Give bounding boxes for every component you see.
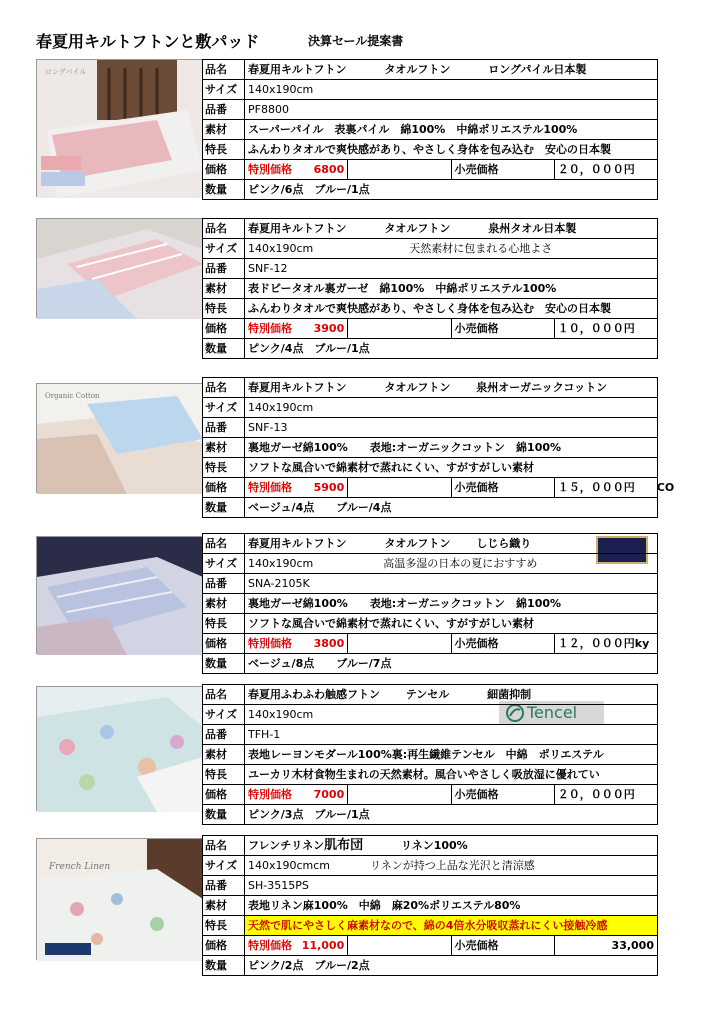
product-qty: ピンク/6点 ブルー/1点: [245, 180, 658, 200]
special-price: 3900: [313, 322, 345, 335]
label-material: 素材: [203, 279, 245, 299]
special-price: 7000: [313, 788, 345, 801]
label-qty: 数量: [203, 339, 245, 359]
special-price: 6800: [313, 163, 345, 176]
quilt-photo-3: [37, 384, 203, 494]
label-name: 品名: [203, 219, 245, 239]
retail-label: 小売価格: [451, 936, 554, 956]
row-name: [203, 60, 658, 80]
product-size: 140x190cm: [248, 242, 314, 255]
special-label: 特別価格: [248, 939, 292, 952]
photo-caption: French Linen: [49, 862, 111, 872]
label-qty: 数量: [203, 180, 245, 200]
product-code: SNF-12: [245, 259, 658, 279]
row-qty: [203, 180, 658, 200]
product-block: [36, 684, 658, 829]
product-feature: ソフトな風合いで綿素材で蒸れにくい、すがすがしい素材: [245, 614, 658, 634]
product-name: 春夏用ふわふわ触感フトン: [248, 688, 380, 701]
product-photo: [36, 59, 202, 197]
quilt-photo-2: [37, 219, 203, 319]
retail-price: １２，０００円ky: [554, 634, 657, 654]
label-material: 素材: [203, 745, 245, 765]
product-feature: 天然で肌にやさしく麻素材なので、綿の4倍水分吸収蒸れにくい接触冷感: [245, 916, 658, 936]
quilt-photo-5: [37, 687, 203, 812]
product-type: テンセル: [405, 688, 450, 701]
tencel-logo-text: Tencel: [527, 703, 578, 722]
product-name: 春夏用キルトフトン: [248, 537, 347, 550]
label-price: 価格: [203, 319, 245, 339]
retail-label: 小売価格: [451, 478, 554, 498]
product-qty: ベージュ/8点 ブルー/7点: [245, 654, 658, 674]
spec-table: [202, 377, 675, 518]
product-code: PF8800: [245, 100, 658, 120]
label-price: 価格: [203, 634, 245, 654]
spec-table: [202, 684, 658, 825]
size-note: 高温多湿の日本の夏におすすめ: [383, 557, 538, 570]
product-material: 裏地ガーゼ綿100% 表地:オーガニックコットン 綿100%: [245, 438, 658, 458]
label-qty: 数量: [203, 654, 245, 674]
photo-caption: Organic Cotton: [45, 392, 100, 400]
product-note: 泉州タオル日本製: [488, 222, 577, 235]
label-qty: 数量: [203, 805, 245, 825]
spec-table: [202, 835, 658, 976]
label-feature: 特長: [203, 614, 245, 634]
product-qty: ベージュ/4点 ブルー/4点: [245, 498, 658, 518]
label-price: 価格: [203, 936, 245, 956]
label-code: 品番: [203, 574, 245, 594]
label-size: サイズ: [203, 705, 245, 725]
special-label: 特別価格: [248, 163, 292, 176]
label-name: 品名: [203, 685, 245, 705]
label-code: 品番: [203, 725, 245, 745]
photo-caption: ロングパイル: [45, 68, 87, 76]
product-size: 140x190cm: [245, 398, 658, 418]
special-label: 特別価格: [248, 322, 292, 335]
product-code: SNA-2105K: [245, 574, 658, 594]
product-code: TFH-1: [245, 725, 658, 745]
product-size: 140x190cmcm: [248, 859, 331, 872]
product-block: [36, 218, 658, 363]
product-note: 泉州オーガニックコットン: [476, 381, 608, 394]
retail-label: 小売価格: [451, 160, 554, 180]
retail-label: 小売価格: [451, 634, 554, 654]
product-material: 表ドビータオル裏ガーゼ 綿100% 中綿ポリエステル100%: [245, 279, 658, 299]
label-name: 品名: [203, 60, 245, 80]
label-name: 品名: [203, 378, 245, 398]
product-size: 140x190cm: [248, 557, 314, 570]
label-feature: 特長: [203, 765, 245, 785]
special-price: 5900: [313, 481, 345, 494]
label-price: 価格: [203, 785, 245, 805]
row-feature: [203, 140, 658, 160]
product-type: タオルフトン: [384, 63, 451, 76]
size-note: 天然素材に包まれる心地よさ: [409, 242, 553, 255]
product-code: SH-3515PS: [245, 876, 658, 896]
retail-price: ２０，０００円: [554, 160, 657, 180]
product-name-suffix: 肌布団: [324, 838, 364, 853]
label-material: 素材: [203, 896, 245, 916]
label-price: 価格: [203, 160, 245, 180]
special-price: 11,000: [301, 939, 345, 952]
page-subtitle: 決算セール提案書: [308, 34, 404, 48]
product-block: [36, 533, 658, 678]
spec-table: [202, 218, 658, 359]
product-type: タオルフトン: [384, 381, 451, 394]
product-qty: ピンク/3点 ブルー/1点: [245, 805, 658, 825]
product-size: 140x190cm: [245, 705, 658, 725]
label-material: 素材: [203, 594, 245, 614]
label-code: 品番: [203, 259, 245, 279]
label-size: サイズ: [203, 398, 245, 418]
label-price: 価格: [203, 478, 245, 498]
product-block: [36, 835, 658, 980]
product-photo: [36, 536, 202, 654]
product-qty: ピンク/4点 ブルー/1点: [245, 339, 658, 359]
row-size: [203, 80, 658, 100]
product-note: 細菌抑制: [487, 688, 532, 701]
product-name: 春夏用キルトフトン: [248, 222, 347, 235]
product-material: 表地レーヨンモダール100%裏:再生繊維テンセル 中綿 ポリエステル: [245, 745, 658, 765]
label-feature: 特長: [203, 140, 245, 160]
product-size: 140x190cm: [245, 80, 658, 100]
product-note: しじら織り: [476, 537, 532, 550]
quilt-photo-6: [37, 839, 203, 961]
product-photo: [36, 218, 202, 318]
retail-price: １５，０００円 CO: [554, 478, 657, 498]
label-feature: 特長: [203, 299, 245, 319]
product-photo: [36, 383, 202, 493]
label-code: 品番: [203, 100, 245, 120]
label-size: サイズ: [203, 856, 245, 876]
retail-label: 小売価格: [451, 319, 554, 339]
label-code: 品番: [203, 418, 245, 438]
label-material: 素材: [203, 438, 245, 458]
product-material: 表地リネン麻100% 中綿 麻20%ポリエステル80%: [245, 896, 658, 916]
special-label: 特別価格: [248, 481, 292, 494]
label-feature: 特長: [203, 916, 245, 936]
spec-table: [202, 533, 658, 674]
label-size: サイズ: [203, 239, 245, 259]
product-name: 春夏用キルトフトン: [248, 381, 347, 394]
row-code: [203, 100, 658, 120]
product-type: タオルフトン: [384, 222, 451, 235]
label-material: 素材: [203, 120, 245, 140]
product-type: タオルフトン: [384, 537, 451, 550]
special-label: 特別価格: [248, 637, 292, 650]
product-block: [36, 377, 675, 522]
label-qty: 数量: [203, 956, 245, 976]
quilt-photo-1: [37, 60, 203, 198]
product-type: リネン100%: [400, 839, 468, 852]
product-material: 裏地ガーゼ綿100% 表地:オーガニックコットン 綿100%: [245, 594, 658, 614]
label-size: サイズ: [203, 80, 245, 100]
product-feature: ユーカリ木材食物生まれの天然素材。風合いやさしく吸放湿に優れてい: [245, 765, 658, 785]
size-note: リネンが持つ上品な光沢と清涼感: [370, 859, 535, 872]
page-title: 春夏用キルトフトンと敷パッド: [36, 32, 260, 51]
product-photo: [36, 686, 202, 811]
product-name: 春夏用キルトフトン: [248, 63, 347, 76]
label-name: 品名: [203, 534, 245, 554]
label-code: 品番: [203, 876, 245, 896]
label-qty: 数量: [203, 498, 245, 518]
label-size: サイズ: [203, 554, 245, 574]
retail-price: １０，０００円: [554, 319, 657, 339]
retail-price: ２０，０００円: [554, 785, 657, 805]
product-material: スーパーパイル 表裏パイル 綿100% 中綿ポリエステル100%: [245, 120, 658, 140]
product-qty: ピンク/2点 ブルー/2点: [245, 956, 658, 976]
product-block: [36, 59, 658, 199]
product-photo: [36, 838, 202, 960]
product-feature: ふんわりタオルで爽快感があり、やさしく身体を包み込む 安心の日本製: [245, 299, 658, 319]
special-label: 特別価格: [248, 788, 292, 801]
label-feature: 特長: [203, 458, 245, 478]
product-feature: ソフトな風合いで綿素材で蒸れにくい、すがすがしい素材: [245, 458, 658, 478]
special-price: 3800: [313, 637, 345, 650]
product-name: フレンチリネン: [248, 839, 325, 852]
product-note: ロングパイル日本製: [488, 63, 587, 76]
retail-label: 小売価格: [451, 785, 554, 805]
row-price: [203, 160, 658, 180]
spec-table: [202, 59, 658, 200]
retail-price: 33,000: [554, 936, 657, 956]
product-feature: ふんわりタオルで爽快感があり、やさしく身体を包み込む 安心の日本製: [245, 140, 658, 160]
label-name: 品名: [203, 836, 245, 856]
row-material: [203, 120, 658, 140]
quilt-photo-4: [37, 537, 203, 655]
product-code: SNF-13: [245, 418, 658, 438]
